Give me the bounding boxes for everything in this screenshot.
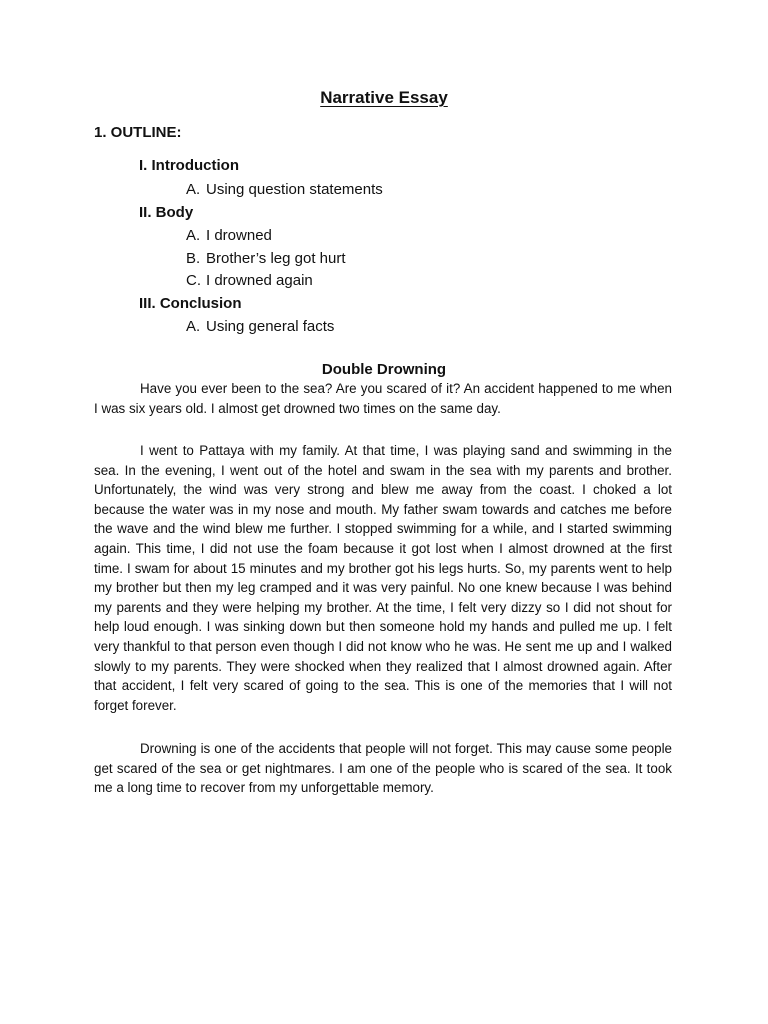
outline-item-letter: A. [186,227,201,244]
outline-section-body: II. Body [139,204,194,221]
outline-item-letter: A. [186,318,201,335]
outline-section-conclusion: III. Conclusion [139,295,242,312]
outline-item-letter: B. [186,250,201,267]
document-title: Narrative Essay [320,88,448,107]
outline-item-conclusion-a [186,318,334,335]
outline-item-body-a [186,227,272,244]
outline-heading: 1. OUTLINE: [94,124,182,141]
outline-item-text: Using question statements [206,181,383,198]
outline-item-intro-a [186,181,383,198]
essay-title: Double Drowning [321,361,447,378]
outline-item-text: I drowned again [206,272,313,289]
outline-item-body-c [186,272,313,289]
outline-section-introduction: I. Introduction [139,157,239,174]
outline-item-text: Brother’s leg got hurt [206,250,346,267]
outline-item-letter: A. [186,181,201,198]
essay-paragraph-intro: Have you ever been to the sea? Are you scared of it? An accident happened to me when I was six years old. I almost get drowned two times on the same day. [94,381,672,416]
outline-item-text: Using general facts [206,318,335,335]
essay-paragraph-conclusion: Drowning is one of the accidents that people will not forget. This may cause some people get scared of the sea or get nightmares. I am one of the people who is scared of the sea. It took me a long time to recover from my unforgettable memory. [94,741,672,796]
essay-paragraph-body: I went to Pattaya with my family. At that time, I was playing sand and swimming in the sea. In the evening, I went out of the hotel and swam in the sea with my parents and brother. Unfortunately, the wind was very strong and blew me away from the coast. I choked a lot because the water was in my nose and mouth. My father swam towards and catches me before the wave and the wind blew me further. I stopped swimming for a while, and I started swimming again. This time, I did not use the foam because it got lost when I almost drowned at the first time. I swam for about 15 minutes and my brother got his legs hurts. So, my parents went to help my brother but then my leg cramped and it was very painful. No one knew because I was behind my parents and they were helping my brother. At the time, I felt very dizzy so I did not shout for help loud enough. I was sinking down but then someone hold my hands and pulled me up. I felt very thankful to that person even though I did not know who he was. He sent me up and I walked slowly to my parents. They were shocked when they realized that I almost drowned again. After that accident, I felt very scared of going to the sea. This is one of the memories that I will not forget forever. [94,443,672,713]
outline-item-text: I drowned [206,227,272,244]
outline-item-body-b [186,250,346,267]
outline-item-letter: C. [186,272,201,289]
